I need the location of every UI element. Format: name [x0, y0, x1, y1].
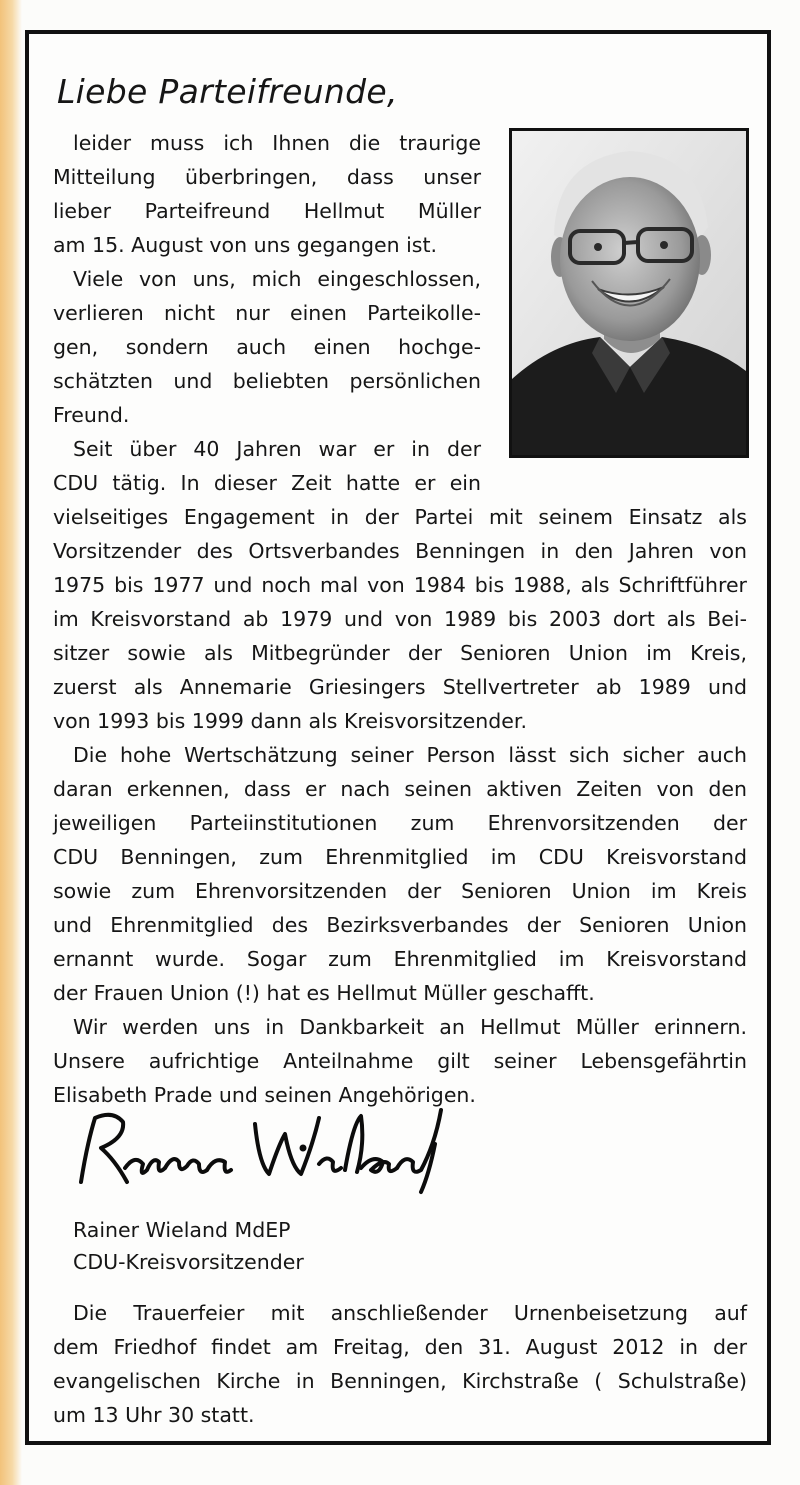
- body-line: schätzten und beliebten persönlichen: [53, 369, 481, 393]
- body-line: im Kreisvorstand ab 1979 und von 1989 bis 2003 dort als Bei-: [53, 607, 747, 631]
- body-line: Viele von uns, mich eingeschlossen,: [73, 267, 481, 291]
- body-line: jeweiligen Parteiinstitutionen zum Ehrenvorsitzenden der: [53, 811, 747, 835]
- body-line: vielseitiges Engagement in der Partei mit seinem Einsatz als: [53, 505, 747, 529]
- body-line: der Frauen Union (!) hat es Hellmut Müller geschafft.: [53, 981, 595, 1005]
- body-line: daran erkennen, dass er nach seinen aktiven Zeiten von den: [53, 777, 747, 801]
- handwritten-signature: [65, 1104, 455, 1204]
- body-line: sowie zum Ehrenvorsitzenden der Senioren Union im Kreis: [53, 879, 747, 903]
- portrait-photo: [509, 128, 749, 458]
- body-line: und Ehrenmitglied des Bezirksverbandes der Senioren Union: [53, 913, 747, 937]
- body-line: Wir werden uns in Dankbarkeit an Hellmut Müller erinnern.: [73, 1015, 747, 1039]
- body-line: Elisabeth Prade und seinen Angehörigen.: [53, 1083, 476, 1107]
- body-line: Unsere aufrichtige Anteilnahme gilt seiner Lebensgefährtin: [53, 1049, 747, 1073]
- body-line: verlieren nicht nur einen Parteikolle-: [53, 301, 481, 325]
- obituary-frame: [25, 30, 771, 1445]
- body-line: leider muss ich Ihnen die traurige: [73, 131, 481, 155]
- body-line: ernannt wurde. Sogar zum Ehrenmitglied im Kreisvorstand: [53, 947, 747, 971]
- body-line: gen, sondern auch einen hochge-: [53, 335, 481, 359]
- body-line: sitzer sowie als Mitbegründer der Senioren Union im Kreis,: [53, 641, 747, 665]
- body-line: zuerst als Annemarie Griesingers Stellvertreter ab 1989 und: [53, 675, 747, 699]
- body-line: am 15. August von uns gegangen ist.: [53, 233, 438, 257]
- footer-line: Die Trauerfeier mit anschließender Urnenbeisetzung auf: [73, 1301, 747, 1325]
- body-line: Seit über 40 Jahren war er in der: [73, 437, 481, 461]
- body-line: CDU Benningen, zum Ehrenmitglied im CDU Kreisvorstand: [53, 845, 747, 869]
- body-line: lieber Parteifreund Hellmut Müller: [53, 199, 481, 223]
- body-line: 1975 bis 1977 und noch mal von 1984 bis 1988, als Schriftführer: [53, 573, 747, 597]
- scan-edge: [0, 0, 22, 1485]
- greeting-heading: Liebe Parteifreunde,: [57, 72, 398, 111]
- body-line: CDU tätig. In dieser Zeit hatte er ein: [53, 471, 481, 495]
- footer-line: um 13 Uhr 30 statt.: [53, 1403, 255, 1427]
- body-line: Die hohe Wertschätzung seiner Person lässt sich sicher auch: [73, 743, 747, 767]
- body-line: Mitteilung überbringen, dass unser: [53, 165, 481, 189]
- signer-name: Rainer Wieland MdEP: [73, 1218, 291, 1242]
- footer-line: dem Friedhof findet am Freitag, den 31. August 2012 in der: [53, 1335, 747, 1359]
- body-line: Freund.: [53, 403, 130, 427]
- body-line: Vorsitzender des Ortsverbandes Benningen in den Jahren von: [53, 539, 747, 563]
- signer-role: CDU-Kreisvorsitzender: [73, 1250, 304, 1274]
- footer-line: evangelischen Kirche in Benningen, Kirchstraße ( Schulstraße): [53, 1369, 747, 1393]
- body-line: von 1993 bis 1999 dann als Kreisvorsitzender.: [53, 709, 527, 733]
